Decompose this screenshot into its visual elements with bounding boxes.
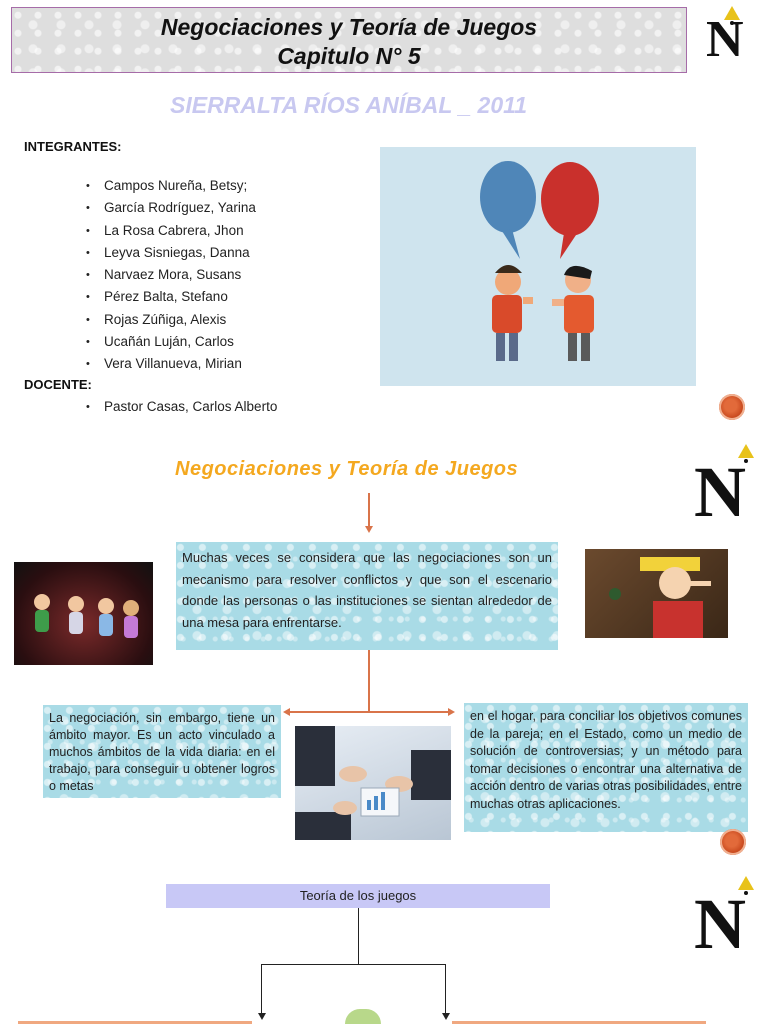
logo-letter: N xyxy=(694,884,746,964)
list-item: • Vera Villanueva, Mirian xyxy=(86,353,346,375)
bottom-image-fragment xyxy=(345,1009,381,1024)
list-item: • Leyva Sisniegas, Danna xyxy=(86,242,346,264)
game-theory-box: Teoría de los juegos xyxy=(166,884,550,908)
list-item: • Pérez Balta, Stefano xyxy=(86,286,346,308)
speech-bubbles-illustration xyxy=(380,147,696,386)
meeting-hands-icon xyxy=(295,726,451,840)
logo-n-icon xyxy=(694,876,754,964)
integrantes-label: INTEGRANTES: xyxy=(24,139,122,154)
connector-line xyxy=(368,650,370,712)
logo-letter: N xyxy=(694,452,746,532)
arrow-down-icon xyxy=(365,526,373,533)
list-item: • García Rodríguez, Yarina xyxy=(86,197,346,219)
arrow-left-icon xyxy=(283,708,290,716)
title-line-2: Capitulo N° 5 xyxy=(277,43,421,69)
list-item: • Ucañán Luján, Carlos xyxy=(86,331,346,353)
logo-letter: N xyxy=(706,11,744,68)
docente-label: DOCENTE: xyxy=(24,377,92,392)
author-subtitle: SIERRALTA RÍOS ANÍBAL _ 2011 xyxy=(170,92,527,118)
pinocchio-image xyxy=(585,549,728,638)
logo-n-icon xyxy=(706,6,750,66)
list-item: • La Rosa Cabrera, Jhon xyxy=(86,220,346,242)
connector-line xyxy=(368,493,370,526)
title-line-1: Negociaciones y Teoría de Juegos xyxy=(160,14,538,40)
negotiation-applications-box: en el hogar, para conciliar los objetivos comunes de la pareja; en el Estado, como un medio de solución de controversias; y un método para tomar decisiones o encontrar una alternativa de acción dentro de varias otras posibilidades, entre muchas otras aplicaciones. xyxy=(464,703,748,832)
tree-connector xyxy=(261,964,446,965)
list-item: • Narvaez Mora, Susans xyxy=(86,264,346,286)
business-meeting-photo xyxy=(295,726,451,840)
figurines-icon xyxy=(14,562,153,665)
tree-connector xyxy=(445,964,446,1014)
orange-circle-icon xyxy=(719,394,745,420)
pinocchio-icon xyxy=(585,549,728,638)
list-item: • Pastor Casas, Carlos Alberto xyxy=(86,396,346,418)
members-list xyxy=(86,175,346,376)
title-banner xyxy=(11,7,687,73)
section-heading: Negociaciones y Teoría de Juegos xyxy=(175,458,519,480)
figurines-photo xyxy=(14,562,153,665)
negotiation-definition-box: Muchas veces se considera que las negociaciones son un mecanismo para resolver conflictos y que son el escenario donde las personas o las instituciones se sientan alrededor de una mesa para enfrentarse. xyxy=(176,542,558,650)
connector-line xyxy=(290,711,448,713)
talking-people-icon xyxy=(380,147,696,386)
logo-n-icon xyxy=(694,444,754,532)
tree-connector xyxy=(261,964,262,1014)
list-item: • Campos Nureña, Betsy; xyxy=(86,175,346,197)
arrow-down-icon xyxy=(442,1013,450,1020)
orange-circle-icon xyxy=(720,829,746,855)
tree-connector xyxy=(358,908,359,964)
docente-list xyxy=(86,396,346,418)
arrow-right-icon xyxy=(448,708,455,716)
negotiation-scope-box: La negociación, sin embargo, tiene un ámbito mayor. Es un acto vinculado a muchos ámbitos de la vida diaria: en el trabajo, para conseguir u obtener logros o metas xyxy=(43,705,281,798)
arrow-down-icon xyxy=(258,1013,266,1020)
list-item: • Rojas Zúñiga, Alexis xyxy=(86,309,346,331)
